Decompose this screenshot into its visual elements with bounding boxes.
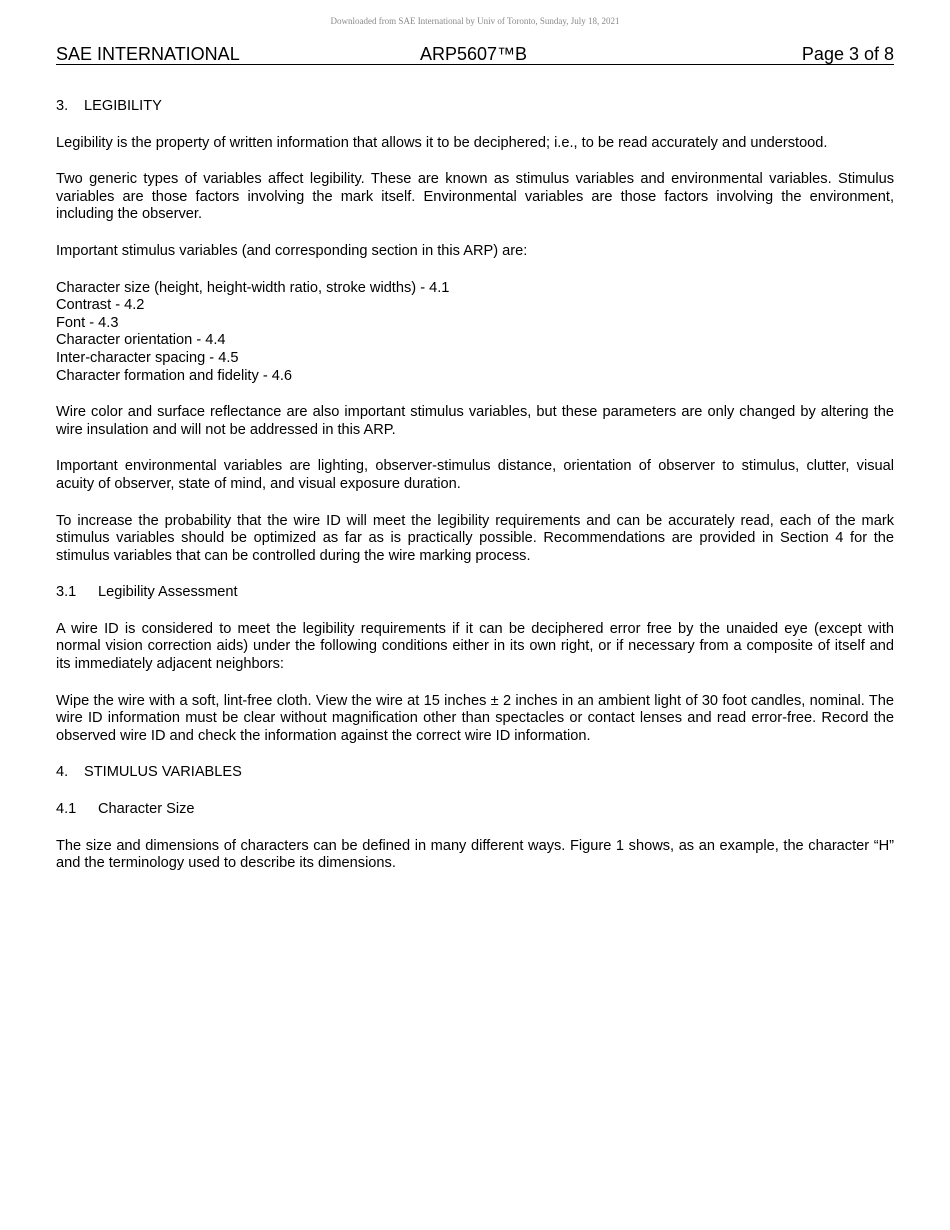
- list-item: Character size (height, height-width ratio, stroke widths) - 4.1: [56, 279, 450, 296]
- paragraph: Important stimulus variables (and corresponding section in this ARP) are:: [56, 242, 528, 259]
- header-page-number: Page 3 of 8: [801, 44, 894, 64]
- section-3-heading: [56, 98, 894, 116]
- section-number: 4.1: [56, 801, 77, 818]
- section-number: 4.: [56, 764, 69, 781]
- list-item: Inter-character spacing - 4.5: [56, 349, 239, 366]
- paragraph: Two generic types of variables affect legibility. These are known as stimulus variables and environmental variables. Stimulus variables are those factors involving the mark itself. Environmental variables are those factors involving the environment, including the observer.: [56, 171, 894, 223]
- header-organization: SAE INTERNATIONAL: [56, 44, 240, 64]
- section-3-1-heading: [56, 584, 894, 602]
- paragraph: A wire ID is considered to meet the legibility requirements if it can be deciphered error free by the unaided eye (except with normal vision correction aids) under the following conditions either in its own right, or if necessary from a composite of itself and its immediately adjacent neighbors:: [56, 620, 894, 673]
- section-title: STIMULUS VARIABLES: [84, 764, 242, 781]
- paragraph: The size and dimensions of characters can be defined in many different ways. Figure 1 shows, as an example, the character “H” and the terminology used to describe its dimensions.: [56, 837, 894, 872]
- paragraph: Important environmental variables are lighting, observer-stimulus distance, orientation of observer to stimulus, clutter, visual acuity of observer, state of mind, and visual exposure duration.: [56, 458, 894, 492]
- section-4-1-heading: [56, 801, 894, 819]
- section-number: 3.: [56, 98, 69, 114]
- stimulus-variable-list: [56, 280, 894, 386]
- list-item: Contrast - 4.2: [56, 297, 145, 314]
- paragraph: Legibility is the property of written information that allows it to be deciphered; i.e., to be read accurately and understood.: [56, 134, 828, 151]
- download-watermark: Downloaded from SAE International by Univ of Toronto, Sunday, July 18, 2021: [330, 16, 620, 26]
- list-item: Character formation and fidelity - 4.6: [56, 367, 293, 384]
- paragraph: Wire color and surface reflectance are also important stimulus variables, but these parameters are only changed by altering the wire insulation and will not be addressed in this ARP.: [56, 404, 894, 438]
- document-body: [56, 98, 894, 892]
- paragraph: Wipe the wire with a soft, lint-free cloth. View the wire at 15 inches ± 2 inches in an ambient light of 30 foot candles, nominal. The wire ID information must be clear without magnification other than spectacles or contact lenses and read error-free. Record the observed wire ID and check the information against the correct wire ID information.: [56, 692, 894, 744]
- section-title: Legibility Assessment: [98, 584, 238, 601]
- section-number: 3.1: [56, 584, 77, 601]
- section-4-heading: [56, 764, 894, 782]
- paragraph: To increase the probability that the wire ID will meet the legibility requirements and can be accurately read, each of the mark stimulus variables should be optimized as far as is practically possible. Recommendations are provided in Section 4 for the stimulus variables that can be controlled during the wire marking process.: [56, 512, 894, 564]
- list-item: Font - 4.3: [56, 314, 119, 331]
- header-document-id: ARP5607™B: [420, 44, 528, 64]
- list-item: Character orientation - 4.4: [56, 332, 226, 349]
- section-title: LEGIBILITY: [84, 98, 162, 114]
- page-header: [56, 44, 894, 65]
- section-title: Character Size: [98, 801, 195, 818]
